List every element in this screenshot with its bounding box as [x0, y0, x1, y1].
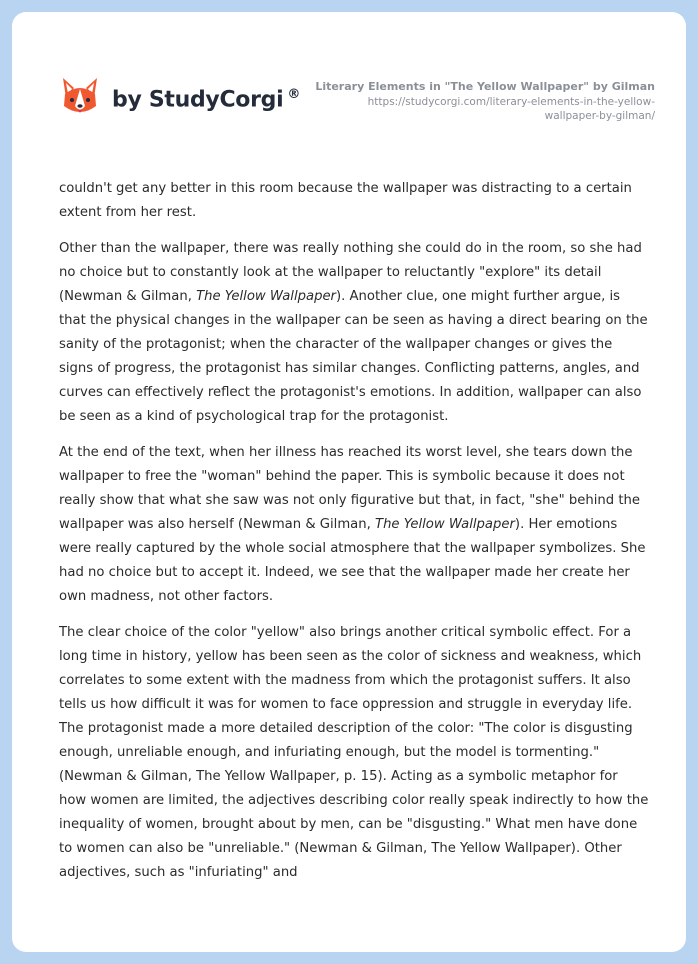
- paragraph-2-title: The Yellow Wallpaper: [196, 289, 336, 304]
- document-title: Literary Elements in "The Yellow Wallpaper" by Gilman: [315, 80, 655, 93]
- essay-body: [59, 177, 649, 897]
- document-url[interactable]: https://studycorgi.com/literary-elements-in-the-yellow-wallpaper-by-gilman/: [367, 96, 655, 122]
- paragraph-3-title: The Yellow Wallpaper: [375, 517, 515, 532]
- registered-mark: ®: [287, 87, 301, 103]
- paragraph-3: [59, 441, 649, 609]
- brand-name: [112, 87, 300, 112]
- document-meta: [315, 79, 655, 123]
- corgi-icon: [60, 76, 100, 118]
- paragraph-4: The clear choice of the color "yellow" also brings another critical symbolic effect. For a long time in history, yellow has been seen as the color of sickness and weakness, which correlates to some extent with the madness from which the protagonist suffers. It also tells us how difficult it was for women to face oppression and struggle in everyday life. The protagonist made a more detailed description of the color: "The color is disgusting enough, unreliable enough, and infuriating enough, but the model is tormenting." (Newman & Gilman, The Yellow Wallpaper, p. 15). Acting as a symbolic metaphor for how women are limited, the adjectives describing color really speak indirectly to how the inequality of women, brought about by men, can be "disgusting." What men have done to women can also be "unreliable." (Newman & Gilman, The Yellow Wallpaper). Other adjectives, such as "infuriating" and: [59, 625, 649, 880]
- page-card: [12, 12, 686, 952]
- paragraph-2-text-a: Other than the wallpaper, there was really nothing she could do in the room, so she had no choice but to constantly look at the wallpaper to reluctantly "explore" its detail (Newman & Gilman,: [59, 241, 642, 304]
- paragraph-2: [59, 237, 649, 429]
- paragraph-2-text-b: ). Another clue, one might further argue, is that the physical changes in the wallpaper can be seen as having a direct bearing on the sanity of the protagonist; when the character of the wallpaper changes or gives the signs of progress, the protagonist has similar changes. Conflicting patterns, angles, and curves can effectively reflect the protagonist's emotions. In addition, wallpaper can also be seen as a kind of psychological trap for the protagonist.: [59, 289, 648, 424]
- brand-text: by StudyCorgi: [112, 87, 284, 113]
- paragraph-3-text-b: ). Her emotions were really captured by the whole social atmosphere that the wallpaper symbolizes. She had no choice but to accept it. Indeed, we see that the wallpaper made her create her own madness, not other factors.: [59, 517, 646, 604]
- studycorgi-logo[interactable]: [60, 76, 300, 118]
- paragraph-1: couldn't get any better in this room because the wallpaper was distracting to a certain extent from her rest.: [59, 181, 632, 220]
- paragraph-3-text-a: At the end of the text, when her illness has reached its worst level, she tears down the wallpaper to free the "woman" behind the paper. This is symbolic because it does not really show that what she saw was not only figurative but that, in fact, "she" behind the wallpaper was also herself (Newman & Gilman,: [59, 445, 640, 532]
